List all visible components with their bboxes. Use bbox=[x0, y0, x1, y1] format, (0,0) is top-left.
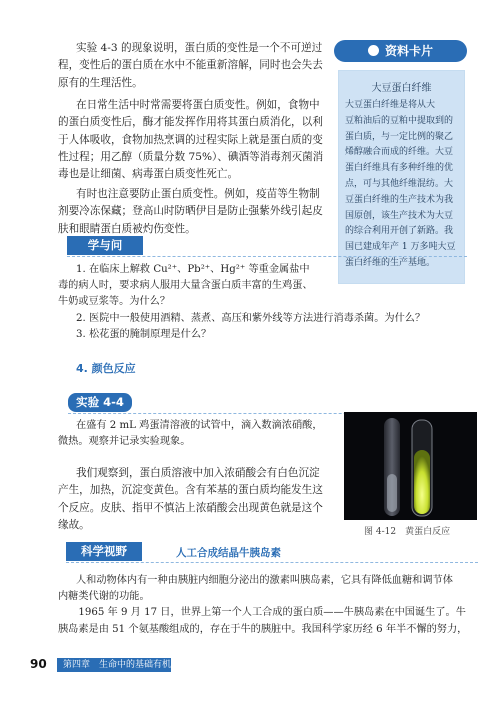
text-line: 有时也注意要防止蛋白质变性。例如，疫苗等生物制 bbox=[76, 188, 320, 200]
section-heading: 4. 颜色反应 bbox=[76, 362, 136, 375]
text-line: 毒也是让细菌、病毒蛋白质变性死亡。 bbox=[58, 168, 239, 181]
question-2: 2. 医院中一般使用酒精、蒸煮、高压和紫外线等方法进行消毒杀菌。为什么？ bbox=[76, 313, 426, 324]
intro-paragraph bbox=[58, 40, 328, 92]
study-questions-2 bbox=[58, 311, 478, 343]
card-body bbox=[338, 70, 465, 284]
text-line: 程，变性后的蛋白质在水中不能重新溶解，同时也会失去 bbox=[58, 59, 323, 72]
chapter-title: 第四章 生命中的基础有机化学物质 bbox=[63, 660, 208, 670]
section-divider bbox=[67, 256, 467, 257]
science-title: 人工合成结晶牛胰岛素 bbox=[176, 547, 281, 559]
science-divider bbox=[66, 562, 478, 563]
science-text: 人和动物体内有一种由胰脏内细胞分泌出的激素叫胰岛素，它具有降低血糖和调节体 内糖类代谢的功能。 1965 年 9 月 17 日，世界上第一个人工合成的蛋白质——牛胰岛素在中国诞生了。牛 胰岛素是由 51 个氨基酸组成的，存在于牛的胰脏中。我国科学家历经 6 年半不懈的努力， bbox=[58, 575, 468, 635]
paragraph-prevent-denaturation bbox=[58, 186, 330, 238]
text-line: 在日常生活中时常需要将蛋白质变性。例如，食物中 bbox=[76, 99, 320, 111]
question-1-line: 牛奶或豆浆等。为什么？ bbox=[58, 296, 171, 308]
text-line: 的蛋白质变性后，酶才能发挥作用将其蛋白质消化，以利 bbox=[58, 116, 323, 129]
question-1: 1. 在临床上解救 Cu²⁺、Pb²⁺、Hg²⁺ 等重金属盐中 bbox=[76, 264, 310, 275]
text-line: 于人体吸收，食物加热烹调的过程实际上就是蛋白质的变 bbox=[58, 133, 323, 146]
question-3: 3. 松花蛋的腌制原理是什么？ bbox=[76, 329, 212, 341]
text-line: 性过程；用乙醇（质量分数 75%）、碘酒等消毒剂灭菌消 bbox=[58, 150, 324, 163]
card-text: 大豆蛋白纤维是将从大 豆粕油后的豆粕中提取到的 蛋白质，与一定比例的聚乙 烯醇融合而成的纤维。大豆 蛋白纤维具有多种纤维的优 点，可与其他纤维混纺。大 豆蛋白纤维的生产技术为我 国原创，该生产技术为大豆 的综合利用开创了新路。我 国已建成年产 1 万多吨大豆 蛋白纤维的生产基地。 bbox=[345, 100, 456, 268]
xanthoprotein-photo bbox=[344, 412, 477, 520]
figure-caption: 图 4-12 黄蛋白反应 bbox=[364, 527, 451, 537]
card-icon bbox=[368, 45, 379, 56]
text-line: 剂要冷冻保藏；登高山时防晒伊目是防止强紫外线引起皮 bbox=[58, 205, 323, 218]
text-line: 实验 4-3 的现象说明，蛋白质的变性是一个不可逆过 bbox=[76, 42, 323, 54]
observation-paragraph: 我们观察到，蛋白质溶液中加入浓硝酸会有白色沉淀 产生，加热，沉淀变黄色。含有苯基的蛋白质均能发生这 个反应。皮肤、指甲不慎沾上浓硝酸会出现黄色就是这个 缘故。 bbox=[58, 467, 323, 531]
test-tubes-illustration bbox=[344, 412, 477, 520]
science-view-label: 科学视野 bbox=[66, 542, 142, 561]
paragraph-denaturation-use bbox=[58, 97, 330, 183]
experiment-text: 在盛有 2 mL 鸡蛋清溶液的试管中，滴入数滴浓硝酸， 微热。观察并记录实验现象。 bbox=[58, 420, 323, 448]
text-line: 原有的生理活性。 bbox=[58, 76, 143, 89]
card-header: 资料卡片 bbox=[334, 40, 467, 62]
page-number: 90 bbox=[30, 657, 47, 671]
card-title: 大豆蛋白纤维 bbox=[371, 83, 432, 94]
info-card bbox=[334, 40, 467, 282]
study-question-label: 学与问 bbox=[67, 236, 143, 255]
question-1-line: 毒的病人时，要求病人服用大量含蛋白质丰富的生鸡蛋、 bbox=[58, 280, 313, 292]
experiment-label: 实验 4-4 bbox=[68, 393, 132, 412]
text-line: 肤和眼睛蛋白质被灼伤变性。 bbox=[58, 222, 196, 235]
study-questions bbox=[58, 262, 330, 311]
